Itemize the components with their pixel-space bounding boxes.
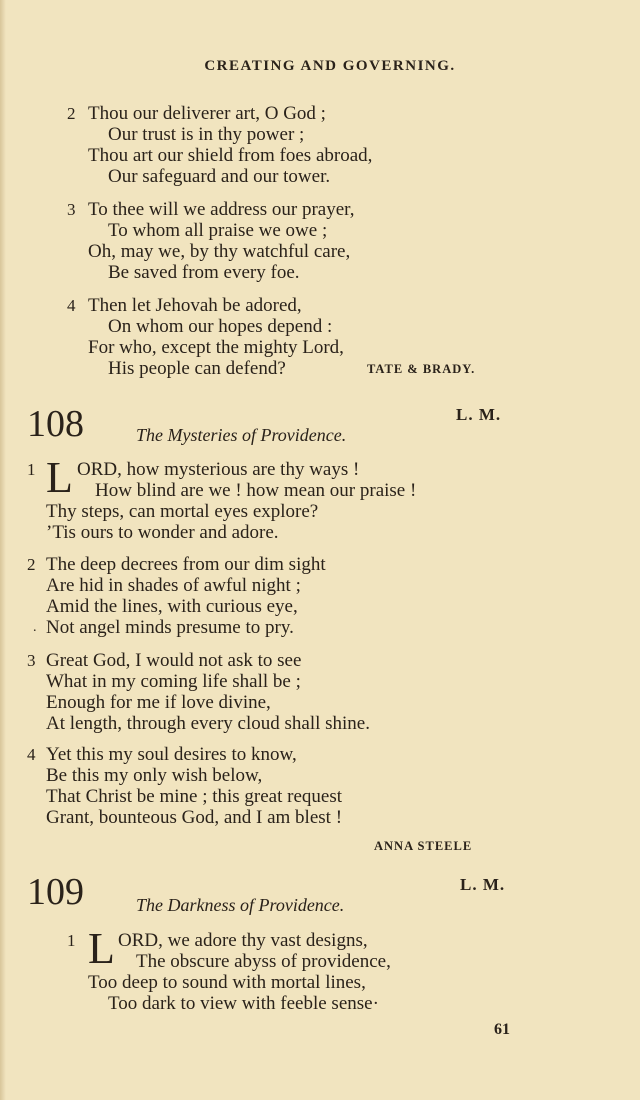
verse-line: Grant, bounteous God, and I am blest !: [46, 807, 343, 828]
verse-number: 3: [27, 651, 36, 670]
verse-line: The obscure abyss of providence,: [136, 951, 391, 972]
drop-capital: L: [46, 453, 73, 502]
verse-line: Yet this my soul desires to know,: [46, 744, 297, 765]
verse-line: Are hid in shades of awful night ;: [46, 575, 301, 596]
verse-line: On whom our hopes depend :: [108, 316, 333, 337]
verse-line: Be this my only wish below,: [46, 765, 263, 786]
page-edge-shadow: [0, 0, 6, 1100]
verse-line: What in my coming life shall be ;: [46, 671, 301, 692]
verse-number: 1: [27, 460, 36, 479]
verse-number: 2: [27, 555, 36, 574]
verse-line: ’Tis ours to wonder and adore.: [46, 522, 279, 543]
verse-line: At length, through every cloud shall shine.: [46, 713, 370, 734]
hymn-meter: L. M.: [460, 875, 506, 894]
verse-line: Too deep to sound with mortal lines,: [88, 972, 366, 993]
stray-mark: .: [33, 620, 37, 635]
verse-line: Enough for me if love divine,: [46, 692, 271, 713]
page-number: 61: [494, 1021, 510, 1038]
verse-number: 1: [67, 931, 76, 950]
verse-line: That Christ be mine ; this great request: [46, 786, 343, 807]
verse-number: 4: [67, 296, 76, 315]
verse-line: Our safeguard and our tower.: [108, 166, 331, 187]
verse-line: His people can defend?: [108, 358, 286, 379]
hymn-author: TATE & BRADY.: [367, 362, 476, 376]
verse-line: ORD, we adore thy vast designs,: [118, 930, 368, 951]
verse-line: Thou our deliverer art, O God ;: [88, 103, 326, 124]
verse-line: ORD, how mysterious are thy ways !: [77, 459, 360, 480]
verse-line: To thee will we address our prayer,: [88, 199, 355, 220]
verse-line: Thou art our shield from foes abroad,: [88, 145, 373, 166]
running-header: CREATING AND GOVERNING.: [204, 58, 456, 74]
verse-line: Oh, may we, by thy watchful care,: [88, 241, 351, 262]
hymn-title: The Darkness of Providence.: [136, 895, 345, 915]
verse-number: 2: [67, 104, 76, 123]
verse-line: Then let Jehovah be adored,: [88, 295, 302, 316]
verse-number: 3: [67, 200, 76, 219]
verse-line: Be saved from every foe.: [108, 262, 300, 283]
drop-capital: L: [88, 924, 115, 973]
verse-line: Amid the lines, with curious eye,: [46, 596, 298, 617]
hymn-author: ANNA STEELE: [374, 839, 473, 853]
hymn-number: 108: [27, 403, 84, 445]
hymn-meter: L. M.: [456, 405, 502, 424]
verse-line: How blind are we ! how mean our praise !: [95, 480, 417, 501]
verse-number: 4: [27, 745, 36, 764]
verse-line: To whom all praise we owe ;: [108, 220, 328, 241]
verse-line: Great God, I would not ask to see: [46, 650, 302, 671]
verse-line: For who, except the mighty Lord,: [88, 337, 344, 358]
verse-line: Thy steps, can mortal eyes explore?: [46, 501, 319, 522]
hymn-number: 109: [27, 871, 84, 913]
verse-line: Not angel minds presume to pry.: [46, 617, 294, 638]
verse-line: Too dark to view with feeble sense·: [108, 993, 379, 1014]
verse-line: Our trust is in thy power ;: [108, 124, 305, 145]
hymn-title: The Mysteries of Providence.: [136, 425, 347, 445]
verse-line: The deep decrees from our dim sight: [46, 554, 326, 575]
